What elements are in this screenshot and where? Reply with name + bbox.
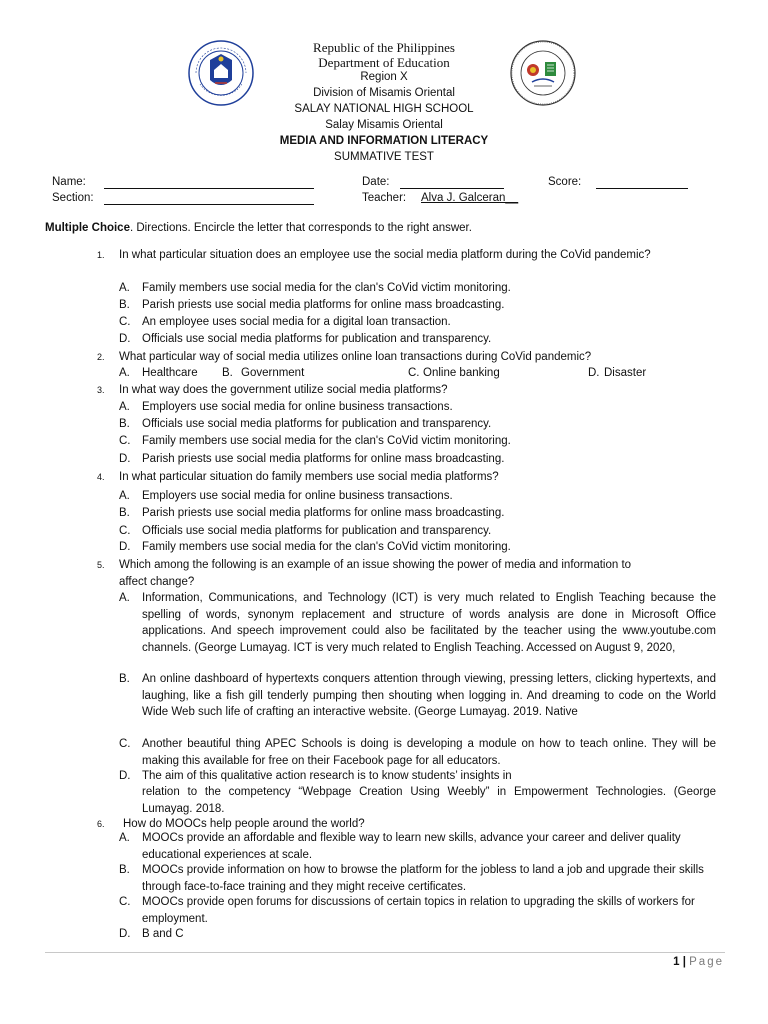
page-footer [673,956,724,968]
option-letter[interactable]: B. [119,507,130,519]
option-text: Family members use social media for the clan's CoVid victim monitoring. [142,282,511,294]
option-text: Another beautiful thing APEC Schools is doing is developing a module on how to teach online. They will be making this available for free on their Facebook page for all educators. [142,738,716,767]
option-text: MOOCs provide information on how to browse the platform for the jobless to land a job and upgrade their skills through face-to-face training and they might receive certificates. [142,864,704,893]
section-field[interactable] [104,192,314,205]
option-letter[interactable]: A. [119,592,130,604]
option-letter[interactable]: A. [119,282,130,294]
option-letter[interactable]: D. [119,333,131,345]
question-number: 5. [97,560,105,570]
question-number: 4. [97,472,105,482]
option-letter[interactable]: A. [119,367,130,379]
teacher-name: Alva J. Galceran__ [421,192,519,204]
section-label: Section: [52,192,94,204]
option-text: Parish priests use social media platforms for online mass broadcasting. [142,299,505,311]
header-division: Division of Misamis Oriental [313,87,455,99]
question-number: 2. [97,352,105,362]
option-letter[interactable]: C. [119,896,131,908]
directions-text: . Directions. Encircle the letter that corresponds to the right answer. [129,222,472,234]
name-label: Name: [52,176,86,188]
header-test-title: SUMMATIVE TEST [334,151,434,163]
option-text: Family members use social media for the clan's CoVid victim monitoring. [142,541,511,553]
header-department: Department of Education [318,55,450,70]
option-text-continued: relation to the competency “Webpage Creation Using Weebly” in Empowerment Technologies. (George Lumayag. 2018. [142,786,716,815]
option-letter[interactable]: D. [588,367,600,379]
option-letter[interactable]: C. [408,367,420,379]
date-label: Date: [362,176,390,188]
option-letter[interactable]: C. [119,316,131,328]
directions [45,222,472,234]
date-field[interactable] [400,176,504,189]
header-school: SALAY NATIONAL HIGH SCHOOL [294,103,474,115]
option-text: Employers use social media for online business transactions. [142,490,453,502]
option-text: Parish priests use social media platforms for online mass broadcasting. [142,453,505,465]
question-number: 1. [97,250,105,260]
header-subject: MEDIA AND INFORMATION LITERACY [279,135,489,147]
score-label: Score: [548,176,582,188]
option-text: B and C [142,928,184,940]
option-letter[interactable]: D. [119,541,131,553]
teacher-label: Teacher: [362,192,407,204]
score-field[interactable] [596,176,688,189]
option-letter[interactable]: D. [119,928,131,940]
footer-divider [45,952,725,953]
option-letter[interactable]: B. [222,367,233,379]
option-letter[interactable]: B. [119,673,130,685]
question-number: 3. [97,385,105,395]
option-letter[interactable]: C. [119,435,131,447]
page-separator: | [682,956,686,968]
question-text: How do MOOCs help people around the world? [123,818,365,830]
option-text: Family members use social media for the clan's CoVid victim monitoring. [142,435,511,447]
question-text: Which among the following is an example of an issue showing the power of media and information to affect change? [119,559,632,588]
option-text: Officials use social media platforms for publication and transparency. [142,418,492,430]
option-text: MOOCs provide open forums for discussions of certain topics in relation to upgrading the skills of workers for employment. [142,896,695,925]
header-republic: Republic of the Philippines [313,40,455,55]
option-letter[interactable]: D. [119,453,131,465]
option-text: Government [241,367,305,379]
option-letter[interactable]: C. [119,525,131,537]
question-text: In what way does the government utilize social media platforms? [119,384,448,396]
page-label: Page [689,956,724,968]
option-text: Healthcare [142,367,198,379]
question-text: In what particular situation does an employee use the social media platform during the CoVid pandemic? [119,249,651,261]
option-text: MOOCs provide an affordable and flexible way to learn new skills, advance your career and deliver quality educational experiences at scale. [142,832,681,861]
option-letter[interactable]: B. [119,864,130,876]
option-letter[interactable]: B. [119,299,130,311]
question-number: 6. [97,819,105,829]
page-number: 1 [673,956,680,968]
question-text: What particular way of social media utilizes online loan transactions during CoVid pandemic? [119,351,592,363]
option-letter[interactable]: A. [119,401,130,413]
option-letter[interactable]: A. [119,490,130,502]
option-letter[interactable]: D. [119,770,131,782]
option-text: Disaster [604,367,647,379]
option-text: Employers use social media for online business transactions. [142,401,453,413]
option-letter[interactable]: C. [119,738,131,750]
option-text: Online banking [423,367,500,379]
option-text: Officials use social media platforms for publication and transparency. [142,333,492,345]
option-text: Information, Communications, and Technology (ICT) is very much related to English Teaching because the spelling of words, synonym replacement and structure of words analysis are done in Microsoft Office applications. And speech improvement could also be facilitated by the teacher using the www.youtube.com channels. (George Lumayag. ICT is very much related to English Teaching. Accessed on August 9, 2020, [142,592,716,654]
option-text: An employee uses social media for a digital loan transaction. [142,316,451,328]
option-letter[interactable]: B. [119,418,130,430]
option-letter[interactable]: A. [119,832,130,844]
option-text: An online dashboard of hypertexts conquers attention through viewing, pressing letters, clicking hypertexts, and laughing, like a fish gill tenderly pumping then shouting when logging in. And dreaming to code on the World Wide Web such life of crafting an interactive website. (George Lumayag. 2019. Native [142,673,716,718]
header-address: Salay Misamis Oriental [325,119,443,131]
option-text: Parish priests use social media platforms for online mass broadcasting. [142,507,505,519]
header-region: Region X [360,71,408,83]
directions-title: Multiple Choice [45,222,130,234]
name-field[interactable] [104,176,314,189]
option-text: The aim of this qualitative action research is to know students’ insights in [142,770,512,782]
question-text: In what particular situation do family members use social media platforms? [119,471,499,483]
option-text: Officials use social media platforms for publication and transparency. [142,525,492,537]
